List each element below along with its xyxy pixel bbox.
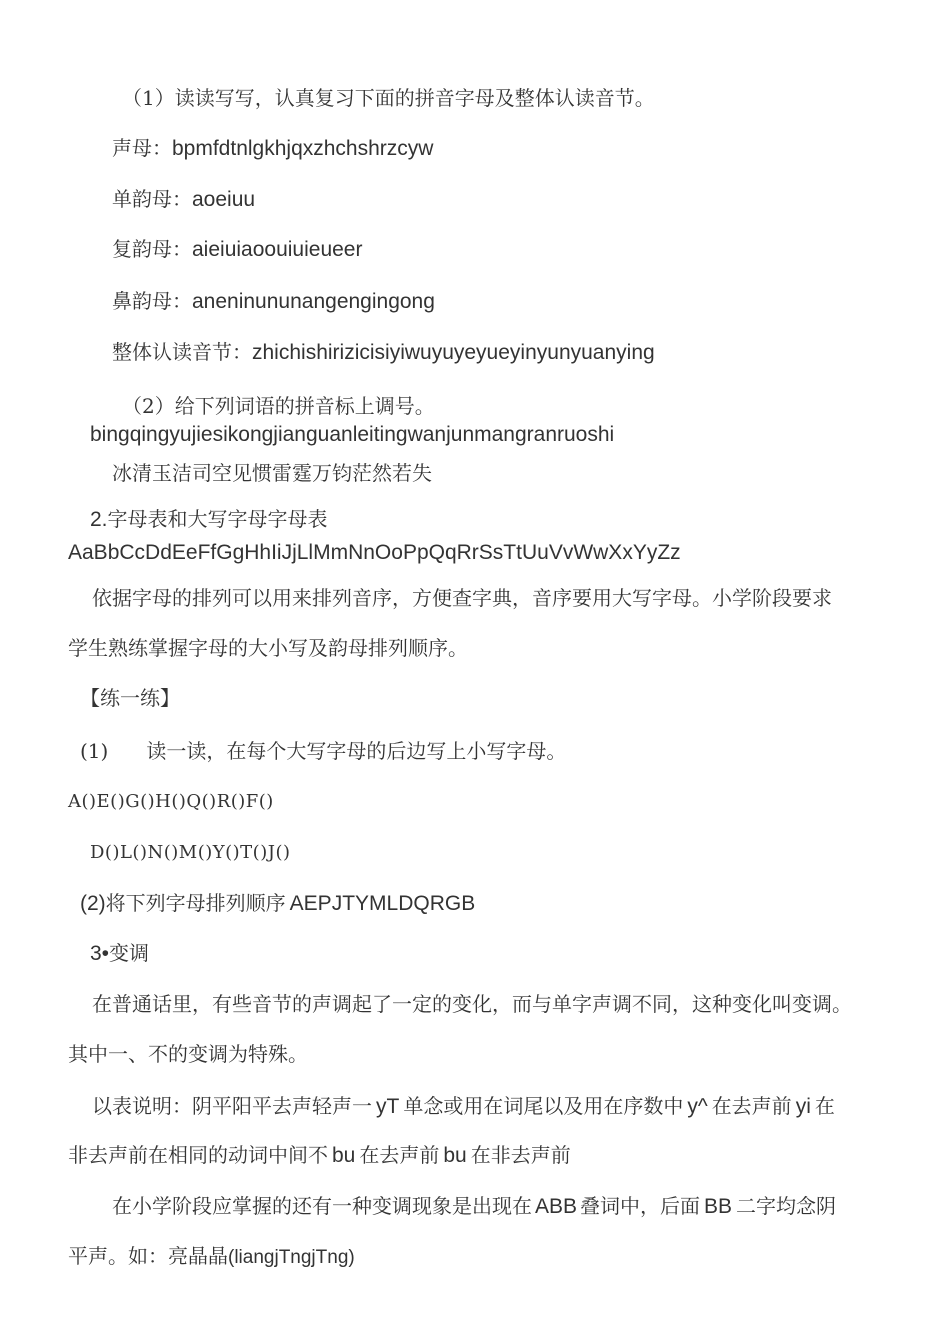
pinyin-line: bingqingyujiesikongjianguanleitingwanjunmangranruoshi <box>90 423 615 446</box>
section-3-title: 变调 <box>109 941 150 965</box>
pinyin-segment: yi <box>795 1095 811 1118</box>
whole-syllables-line <box>112 339 655 366</box>
section-3-heading <box>90 940 149 967</box>
hanzi-line: 冰清玉洁司空见惯雷霆万钧茫然若失 <box>112 461 432 485</box>
nasal-finals-value: aneninununangengingong <box>192 290 435 313</box>
table-explanation-line-2 <box>68 1142 571 1169</box>
text-segment: 二字均念阴 <box>736 1194 837 1218</box>
whole-syllables-value: zhichishirizicisiyiwuyuyeyueyinyunyuanying <box>252 341 655 364</box>
task-2-instruction: （2）给下列词语的拼音标上调号。 <box>122 394 435 418</box>
simple-finals-value: aoeiuu <box>192 188 256 211</box>
text-segment: 叠词中，后面 <box>580 1194 701 1218</box>
text-segment: 在小学阶段应掌握的还有一种变调现象是出现在 <box>112 1194 532 1218</box>
whole-syllables-label: 整体认读音节： <box>112 340 252 364</box>
compound-finals-label: 复韵母： <box>112 237 192 261</box>
text-segment: 在 <box>814 1094 835 1118</box>
initials-line <box>112 135 433 162</box>
initials-label: 声母： <box>112 136 172 160</box>
tone-paragraph-line-1: 在普通话里，有些音节的声调起了一定的变化，而与单字声调不同，这种变化叫变调。 <box>92 992 852 1016</box>
practice-heading: 【练一练】 <box>80 686 180 710</box>
section-2-heading <box>90 506 328 533</box>
task-1-instruction: （1）读读写写，认真复习下面的拼音字母及整体认读音节。 <box>122 86 655 110</box>
pinyin-segment: y^ <box>687 1095 708 1118</box>
pinyin-segment: BB <box>704 1195 733 1218</box>
exercise-2-number: (2) <box>80 892 106 915</box>
initials-value: bpmfdtnlgkhjqxzhchshrzcyw <box>172 137 434 160</box>
text-segment: 非去声前在相同的动词中间不 <box>68 1143 328 1167</box>
pinyin-segment: yT <box>376 1095 400 1118</box>
exercise-1-line <box>80 738 566 764</box>
exercise-2-text: 将下列字母排列顺序 <box>105 891 286 915</box>
section-3-number: 3• <box>90 942 110 965</box>
abb-paragraph-line-1 <box>112 1193 836 1220</box>
exercise-1-row-1: A()E()G()H()Q()R()F() <box>68 791 274 812</box>
exercise-2-line <box>80 890 475 917</box>
text-segment: 平声。如：亮晶晶 <box>68 1244 228 1268</box>
section-2-number: 2. <box>90 508 108 531</box>
text-segment: 在去声前 <box>711 1094 792 1118</box>
exercise-1-row-2: D()L()N()M()Y()T()J() <box>90 842 291 863</box>
text-segment: 以表说明：阴平阳平去声轻声一 <box>92 1094 372 1118</box>
compound-finals-line <box>112 236 362 263</box>
compound-finals-value: aieiuiaoouiuieueer <box>192 238 363 261</box>
table-explanation-line-1 <box>92 1093 835 1120</box>
text-segment: 在非去声前 <box>470 1143 571 1167</box>
pinyin-segment: bu <box>332 1144 356 1167</box>
text-segment: 单念或用在词尾以及用在序数中 <box>403 1094 684 1118</box>
nasal-finals-label: 鼻韵母： <box>112 289 192 313</box>
exercise-1-text: 读一读，在每个大写字母的后边写上小写字母。 <box>146 739 567 763</box>
exercise-2-letters: AEPJTYMLDQRGB <box>289 892 476 915</box>
alphabet-paragraph-line-1: 依据字母的排列可以用来排列音序，方便查字典，音序要用大写字母。小学阶段要求 <box>92 586 832 610</box>
simple-finals-line <box>112 186 255 213</box>
abb-paragraph-line-2 <box>68 1243 355 1271</box>
alphabet-line: AaBbCcDdEeFfGgHhIiJjLlMmNnOoPpQqRrSsTtUuVvWwXxYyZz <box>68 541 681 564</box>
exercise-1-number: (1) <box>80 739 109 763</box>
text-segment: 在去声前 <box>359 1143 440 1167</box>
pinyin-segment: bu <box>443 1144 467 1167</box>
simple-finals-label: 单韵母： <box>112 187 192 211</box>
alphabet-paragraph-line-2: 学生熟练掌握字母的大小写及韵母排列顺序。 <box>68 636 468 660</box>
tone-paragraph-line-2: 其中一、不的变调为特殊。 <box>68 1042 308 1066</box>
pinyin-segment: ABB <box>535 1195 578 1218</box>
nasal-finals-line <box>112 288 435 315</box>
pinyin-segment: (liangjTngjTng) <box>228 1247 355 1268</box>
section-2-title: 字母表和大写字母字母表 <box>107 507 328 531</box>
